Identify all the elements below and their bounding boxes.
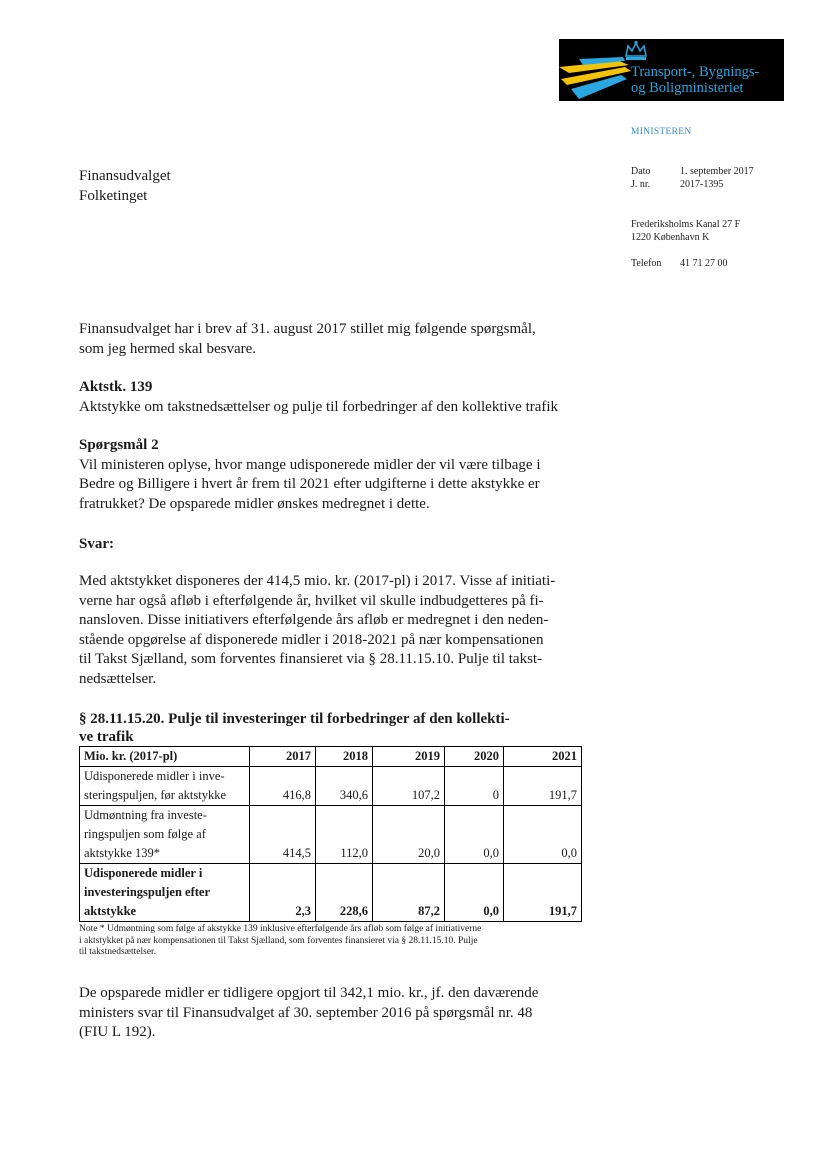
table-header: 2019 [373, 747, 445, 767]
meta-date [631, 165, 754, 178]
table-cell: 112,0 [316, 806, 373, 864]
table-header-row [80, 747, 582, 767]
table-header: Mio. kr. (2017-pl) [80, 747, 250, 767]
closing-paragraph [79, 984, 538, 1043]
phone-label: Telefon [631, 258, 662, 269]
answer-line: verne har også afløb i efterfølgende år, hvilket vil skulle indbudgetteres på fi- [79, 592, 544, 609]
meta-date-key: Dato [631, 166, 651, 177]
note-line: til takstnedsættelser. [79, 947, 157, 957]
table-cell: 0,0 [504, 806, 582, 864]
table-row-total [80, 864, 582, 922]
table-cell: 20,0 [373, 806, 445, 864]
question-section [79, 436, 540, 514]
logo-line1: Transport-, Bygnings- [631, 64, 760, 80]
row-label-line: aktstykke [84, 904, 137, 918]
question-line: Vil ministeren oplyse, hvor mange udisponerede midler der vil være tilbage i [79, 456, 541, 473]
allocation-table [79, 746, 582, 922]
table-note [79, 924, 594, 959]
answer-title: Svar: [79, 536, 114, 552]
table-title-line1: § 28.11.15.20. Pulje til investeringer til forbedringer af den kollekti- [79, 711, 510, 727]
row-label-line: steringspuljen, før aktstykke [84, 788, 226, 802]
intro-line: som jeg hermed skal besvare. [79, 340, 257, 357]
meta-jnr-key: J. nr. [631, 179, 651, 190]
row-label [80, 767, 250, 806]
row-label-line: investeringspuljen efter [84, 885, 211, 899]
row-label-line: aktstykke 139* [84, 846, 161, 860]
table-cell: 191,7 [504, 864, 582, 922]
note-line: Note * Udmøntning som følge af akstykke 139 inklusive efterfølgende års afløb som følge af initiativerne [79, 924, 482, 934]
closing-line: De opsparede midler er tidligere opgjort til 342,1 mio. kr., jf. den daværende [79, 985, 539, 1001]
intro-line: Finansudvalget har i brev af 31. august 2017 stillet mig følgende spørgsmål, [79, 321, 536, 337]
crown-icon [623, 40, 649, 62]
table-cell: 0,0 [445, 864, 504, 922]
table-cell: 340,6 [316, 767, 373, 806]
phone-value: 41 71 27 00 [680, 258, 728, 269]
table-cell: 87,2 [373, 864, 445, 922]
question-line: fratrukket? De opsparede midler ønskes medregnet i dette. [79, 495, 430, 512]
intro-paragraph [79, 320, 536, 359]
recipient [79, 166, 171, 206]
address-line2: 1220 København K [631, 232, 710, 243]
question-line: Bedre og Billigere i hvert år frem til 2021 efter udgifterne i dette akstykke er [79, 476, 540, 492]
row-label [80, 806, 250, 864]
answer-paragraph [79, 572, 555, 689]
row-label-line: ringspuljen som følge af [84, 827, 206, 841]
answer-line: Med aktstykket disponeres der 414,5 mio. kr. (2017-pl) i 2017. Visse af initiati- [79, 573, 556, 589]
meta-block [631, 165, 754, 191]
recipient-line2: Folketinget [79, 188, 148, 204]
table-header: 2017 [250, 747, 316, 767]
table-cell: 107,2 [373, 767, 445, 806]
meta-date-value: 1. september 2017 [680, 166, 754, 177]
table-row [80, 767, 582, 806]
closing-line: (FIU L 192). [79, 1024, 156, 1040]
recipient-line1: Finansudvalget [79, 168, 171, 184]
table-row [80, 806, 582, 864]
table-title-line2: ve trafik [79, 729, 134, 745]
question-title: Spørgsmål 2 [79, 437, 159, 453]
aktstk-section [79, 378, 558, 417]
table-cell: 414,5 [250, 806, 316, 864]
sender-label: MINISTEREN [631, 127, 692, 137]
table-cell: 416,8 [250, 767, 316, 806]
row-label-line: Udisponerede midler i [84, 866, 203, 880]
logo-line2: og Boligministeriet [631, 80, 744, 96]
meta-jnr-value: 2017-1395 [680, 179, 724, 190]
address-line1: Frederiksholms Kanal 27 F [631, 219, 741, 230]
note-line: i aktstykket på nær kompensationen til Takst Sjælland, som forventes finansieret via § 28.11.15.10. Pulje [79, 935, 478, 946]
table-header: 2020 [445, 747, 504, 767]
table-cell: 2,3 [250, 864, 316, 922]
answer-line: til Takst Sjælland, som forventes finansieret via § 28.11.15.10. Pulje til takst- [79, 651, 543, 667]
row-label-line: Udmøntning fra investe- [84, 808, 207, 822]
phone-row [631, 258, 728, 269]
table-header: 2021 [504, 747, 582, 767]
meta-jnr [631, 178, 754, 191]
closing-line: ministers svar til Finansudvalget af 30. september 2016 på spørgsmål nr. 48 [79, 1004, 533, 1021]
aktstk-title: Aktstk. 139 [79, 379, 153, 395]
table-cell: 0,0 [445, 806, 504, 864]
table-header: 2018 [316, 747, 373, 767]
table-cell: 0 [445, 767, 504, 806]
address-block [631, 218, 740, 244]
aktstk-text: Aktstykke om takstnedsættelser og pulje til forbedringer af den kollektive trafik [79, 398, 559, 415]
table-cell: 228,6 [316, 864, 373, 922]
answer-line: stående opgørelse af disponerede midler i 2018-2021 på nær kompensationen [79, 631, 544, 648]
table-title [79, 710, 510, 746]
row-label-line: Udisponerede midler i inve- [84, 769, 225, 783]
table-cell: 191,7 [504, 767, 582, 806]
logo-text [631, 64, 759, 96]
ministry-logo [559, 39, 784, 101]
answer-line: nedsættelser. [79, 670, 157, 687]
row-label [80, 864, 250, 922]
answer-line: nansloven. Disse initiativers efterfølgende års afløb er medregnet i den neden- [79, 612, 549, 628]
